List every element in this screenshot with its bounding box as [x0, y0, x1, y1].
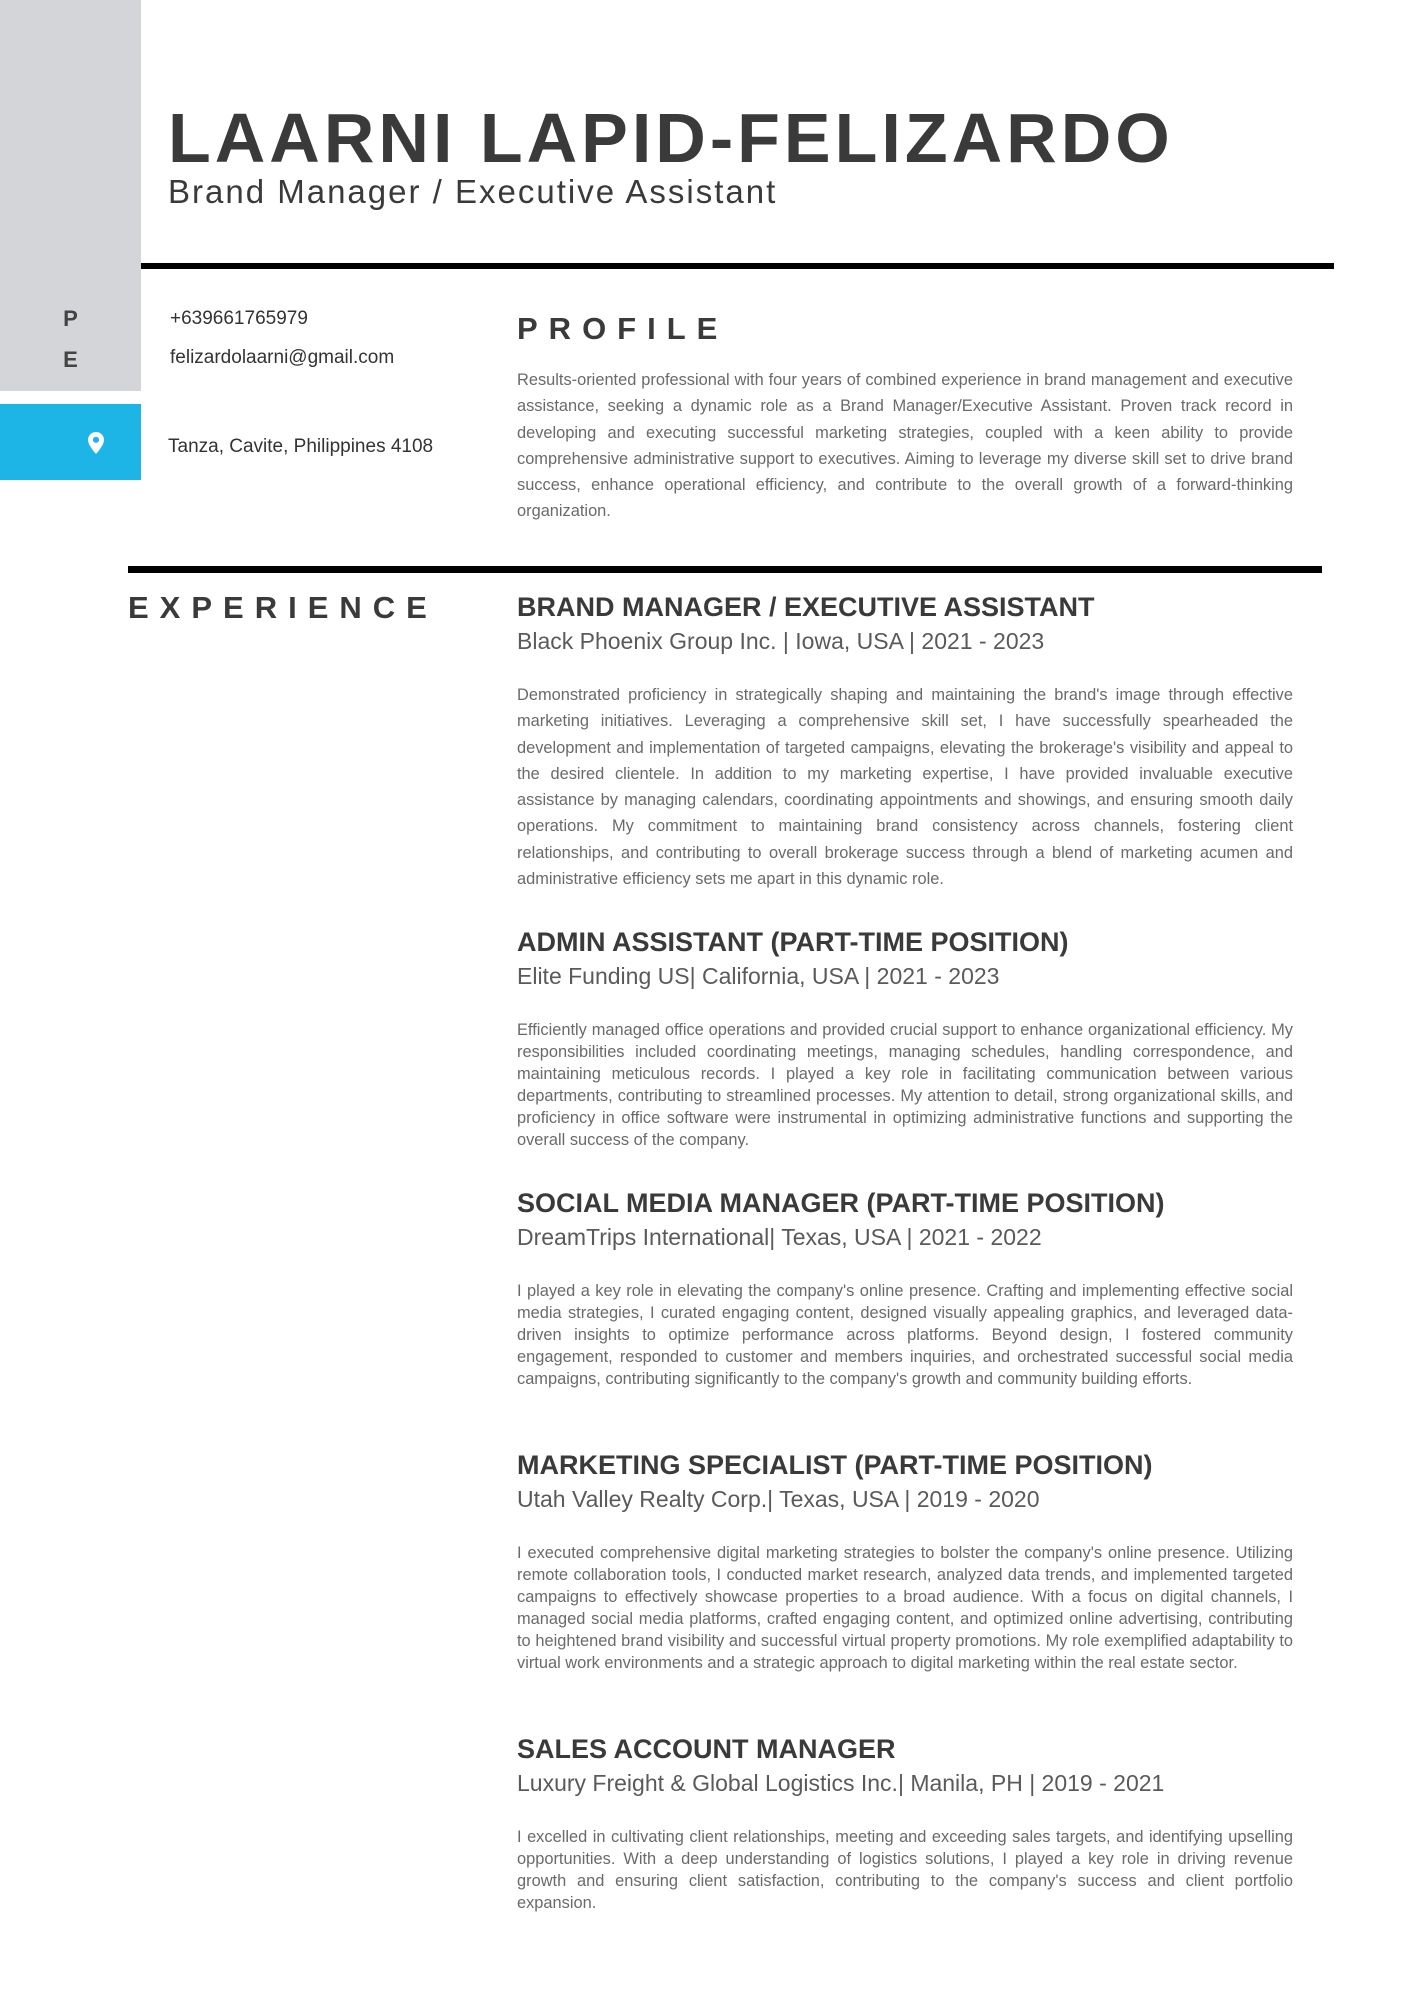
job-description: I executed comprehensive digital marketing strategies to bolster the company's online presence. Utilizing remote collaboration tools, I conducted market research, analyzed data trends, and implemented targeted campaigns to effectively showcase properties to a broad audience. With a focus on digital channels, I managed social media platforms, crafted engaging content, and optimized online advertising, contributing to heightened brand visibility and successful virtual property promotions. My role exemplified adaptability to virtual work environments and a strategic approach to digital marketing within the real estate sector. — [517, 1544, 1293, 1673]
job-description: Demonstrated proficiency in strategically shaping and maintaining the brand's image through effective marketing initiatives. Leveraging a comprehensive skill set, I have successfully spearheaded the development and implementation of targeted campaigns, elevating the brokerage's visibility and appeal to the desired clientele. In addition to my marketing expertise, I have provided invaluable executive assistance by managing calendars, coordinating appointments and showings, and ensuring smooth daily operations. My commitment to maintaining brand consistency across channels, fostering client relationships, and contributing to overall brokerage success through a blend of marketing acumen and administrative efficiency sets me apart in this dynamic role. — [517, 686, 1293, 889]
job-company: DreamTrips International| Texas, USA | 2021 - 2022 — [517, 1224, 1042, 1250]
candidate-name: LAARNI LAPID-FELIZARDO — [168, 99, 1174, 177]
profile-heading: PROFILE — [517, 311, 729, 346]
section-divider — [128, 566, 1322, 573]
profile-text: Results-oriented professional with four years of combined experience in brand management and executive assistance, seeking a dynamic role as a Brand Manager/Executive Assistant. Proven track record in developing and executing successful marketing strategies, coupled with a keen ability to provide comprehensive administrative support to executives. Aiming to leverage my diverse skill set to drive brand success, enhance operational efficiency, and contribute to the overall growth of a forward-thinking organization. — [517, 371, 1293, 521]
email-address: felizardolaarni@gmail.com — [170, 347, 395, 368]
job-description: I played a key role in elevating the company's online presence. Crafting and implementing effective social media strategies, I curated engaging content, designed visually appealing graphics, and leveraged data-driven insights to optimize performance across platforms. Beyond design, I fostered community engagement, responded to customer and members inquiries, and orchestrated successful social media campaigns, contributing significantly to the company's growth and community building efforts. — [517, 1282, 1293, 1389]
job-company: Luxury Freight & Global Logistics Inc.| Manila, PH | 2019 - 2021 — [517, 1770, 1165, 1796]
phone-letter-icon: P — [63, 306, 78, 331]
job-company: Black Phoenix Group Inc. | Iowa, USA | 2021 - 2023 — [517, 628, 1045, 654]
job-title: SOCIAL MEDIA MANAGER (PART-TIME POSITION) — [517, 1188, 1165, 1218]
job-title: BRAND MANAGER / EXECUTIVE ASSISTANT — [517, 592, 1095, 622]
candidate-title: Brand Manager / Executive Assistant — [168, 173, 778, 210]
job-title: MARKETING SPECIALIST (PART-TIME POSITION) — [517, 1450, 1153, 1480]
phone-number: +639661765979 — [170, 308, 308, 329]
sidebar-grey-block — [0, 0, 141, 391]
experience-heading: EXPERIENCE — [128, 590, 438, 625]
job-company: Elite Funding US| California, USA | 2021 - 2023 — [517, 963, 1000, 989]
job-title: SALES ACCOUNT MANAGER — [517, 1734, 896, 1764]
email-letter-icon: E — [63, 347, 78, 372]
location-pin-icon — [88, 432, 104, 454]
job-description: I excelled in cultivating client relationships, meeting and exceeding sales targets, and identifying upselling opportunities. With a deep understanding of logistics solutions, I played a key role in driving revenue growth and ensuring client satisfaction, contributing to the company's success and client portfolio expansion. — [517, 1828, 1293, 1913]
header-divider — [141, 263, 1334, 269]
sidebar-blue-block — [0, 404, 141, 480]
job-title: ADMIN ASSISTANT (PART-TIME POSITION) — [517, 927, 1069, 957]
job-description: Efficiently managed office operations and provided crucial support to enhance organizational efficiency. My responsibilities included coordinating meetings, managing schedules, handling correspondence, and maintaining meticulous records. I played a key role in facilitating communication between various departments, contributing to streamlined processes. My attention to detail, strong organizational skills, and proficiency in office software were instrumental in optimizing administrative functions and supporting the overall success of the company. — [517, 1021, 1293, 1150]
job-company: Utah Valley Realty Corp.| Texas, USA | 2019 - 2020 — [517, 1486, 1040, 1512]
home-address: Tanza, Cavite, Philippines 4108 — [168, 436, 434, 457]
